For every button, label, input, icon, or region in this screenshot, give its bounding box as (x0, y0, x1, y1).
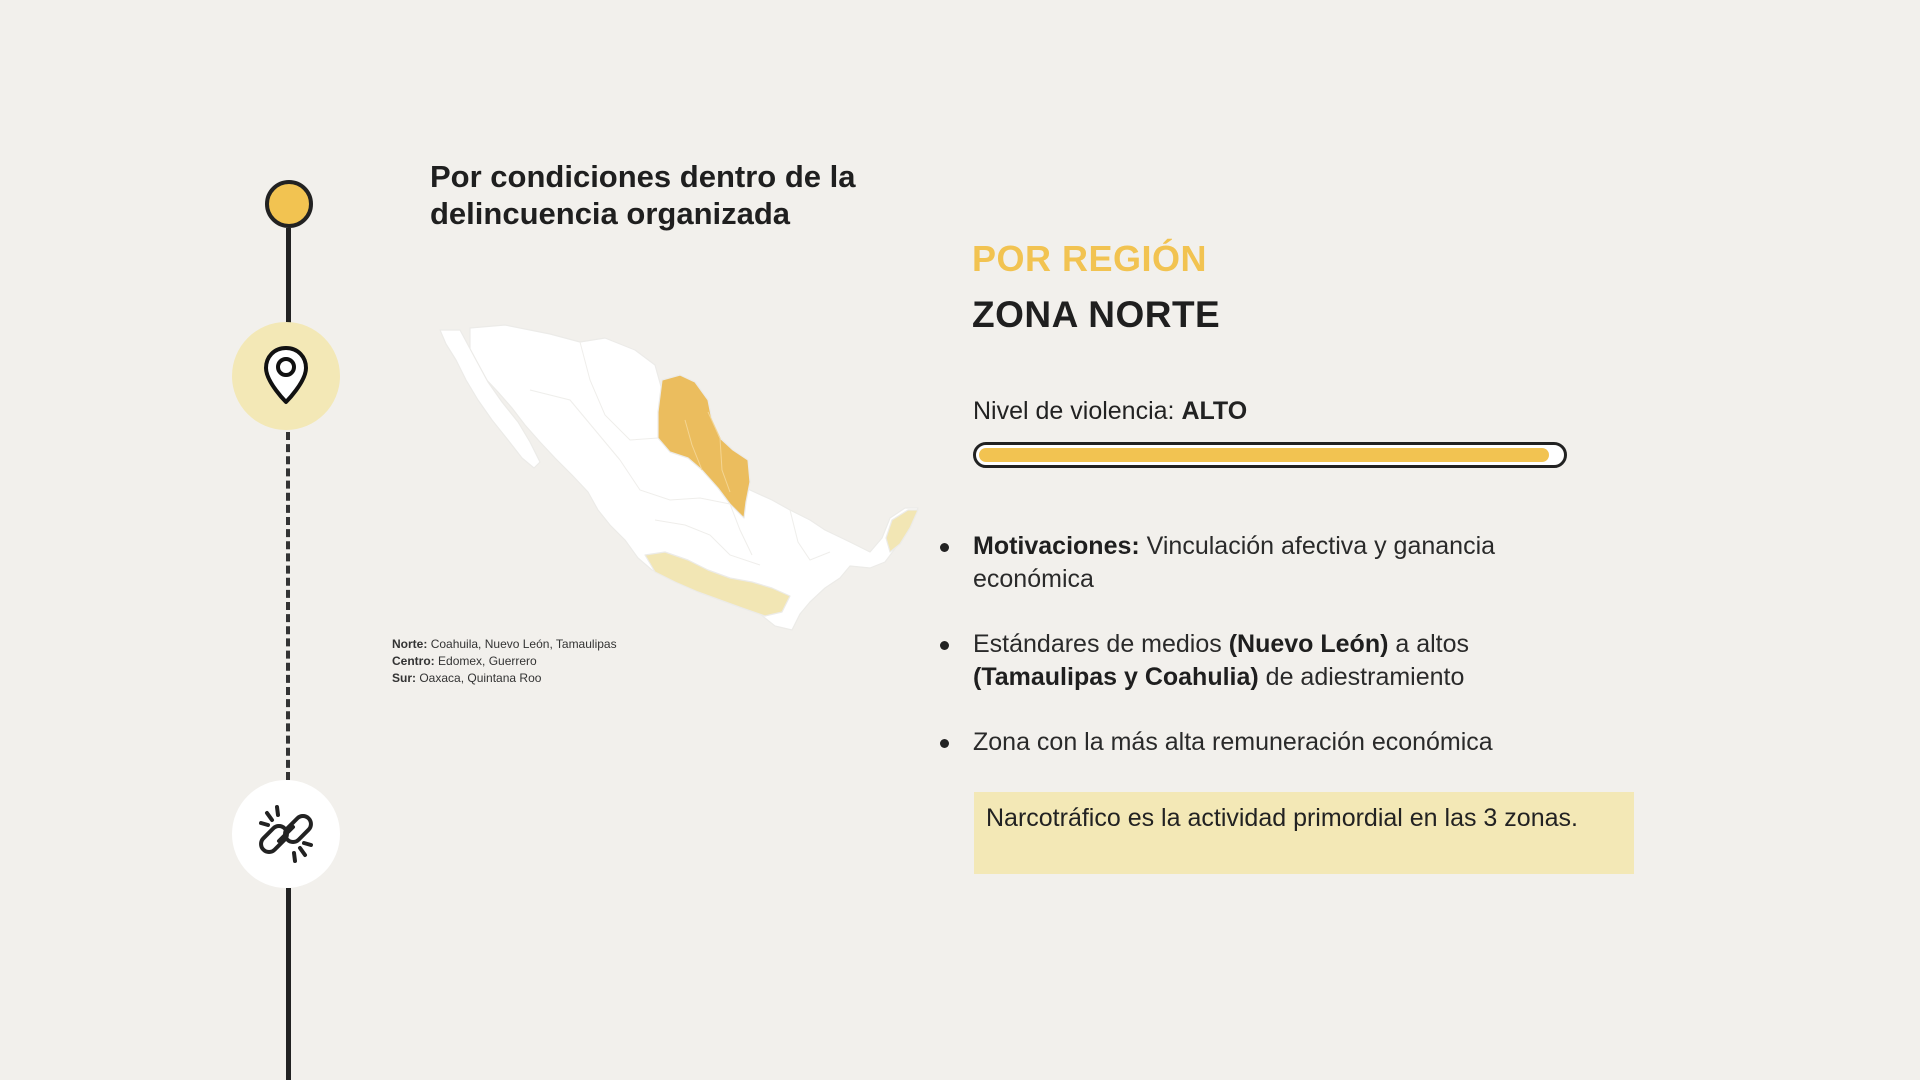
timeline-step-region[interactable] (232, 322, 340, 430)
timeline-line-top (286, 228, 291, 324)
bullet-item: Zona con la más alta remuneración económica (938, 726, 1598, 759)
violence-meter (973, 442, 1567, 468)
zone-bullets (938, 530, 1598, 791)
timeline-line-dashed (286, 432, 290, 780)
zone-title: ZONA NORTE (972, 294, 1221, 335)
map-region-quintana-roo (886, 510, 918, 552)
map-pin-icon (261, 344, 311, 408)
timeline-step-links[interactable] (232, 780, 340, 888)
timeline-line-bottom (286, 888, 291, 1080)
legend-row-norte: Norte: Coahuila, Nuevo León, Tamaulipas (392, 637, 617, 651)
section-title: Por condiciones dentro de la delincuencia organizada (430, 159, 856, 231)
region-kicker: POR REGIÓN (972, 238, 1208, 279)
violence-meter-fill (979, 448, 1549, 462)
violence-level-label: Nivel de violencia: ALTO (973, 397, 1248, 425)
broken-link-icon (253, 801, 319, 867)
highlight-note: Narcotráfico es la actividad primordial en las 3 zonas. (974, 792, 1634, 874)
mexico-region-map (430, 320, 920, 640)
map-legend (392, 636, 617, 687)
bullet-item: Motivaciones: Vinculación afectiva y ganancia económica (938, 530, 1598, 596)
violence-level-value: ALTO (1181, 397, 1248, 425)
legend-row-sur: Sur: Oaxaca, Quintana Roo (392, 671, 542, 685)
timeline-start-dot (265, 180, 313, 228)
map-country (440, 325, 918, 630)
bullet-item: Estándares de medios (Nuevo León) a altos (Tamaulipas y Coahulia) de adiestramiento (938, 628, 1598, 694)
legend-row-centro: Centro: Edomex, Guerrero (392, 654, 537, 668)
